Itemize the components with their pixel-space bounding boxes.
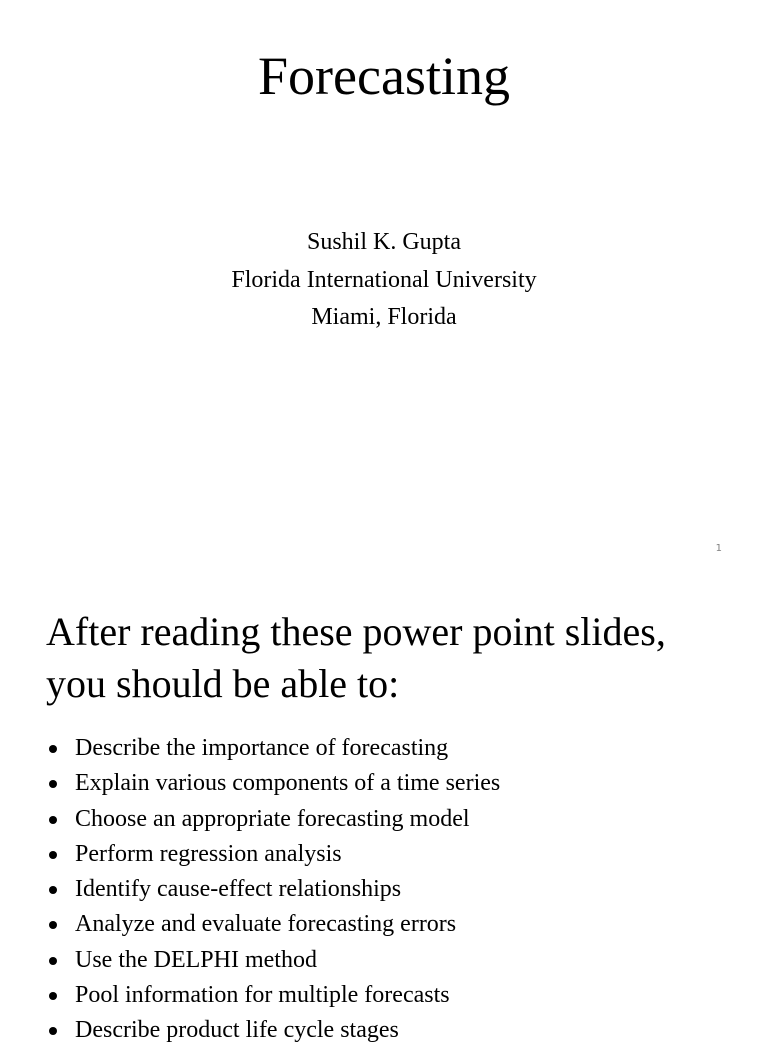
list-item: [46, 872, 500, 907]
list-item: [46, 978, 500, 1013]
objectives-heading: [46, 606, 746, 710]
bullet-icon: [49, 816, 57, 824]
slide-title: Forecasting: [258, 46, 510, 106]
list-item-text: Analyze and evaluate forecasting errors: [75, 911, 457, 938]
list-item-text: Use the DELPHI method: [75, 946, 317, 973]
list-item: [46, 907, 500, 942]
objectives-list: [46, 731, 500, 1049]
bullet-icon: [49, 851, 57, 859]
list-item: [46, 1013, 500, 1048]
bullet-icon: [49, 745, 57, 753]
bullet-icon: [49, 1027, 57, 1035]
bullet-icon: [49, 780, 57, 788]
author-name: Sushil K. Gupta: [306, 229, 461, 255]
list-item: [46, 731, 500, 766]
list-item-text: Identify cause-effect relationships: [75, 876, 402, 903]
list-item-text: Describe product life cycle stages: [75, 1017, 399, 1044]
list-item-text: Explain various components of a time series: [75, 770, 501, 797]
bullet-icon: [49, 957, 57, 965]
bullet-icon: [49, 992, 57, 1000]
list-item-text: Choose an appropriate forecasting model: [75, 805, 470, 832]
list-item-text: Describe the importance of forecasting: [75, 735, 449, 761]
objectives-heading-line-2: you should be able to:: [46, 661, 400, 706]
list-item: [46, 943, 500, 978]
objectives-slide: [0, 576, 768, 1044]
list-item-text: Perform regression analysis: [75, 840, 342, 867]
list-item: [46, 837, 500, 872]
list-item: [46, 766, 500, 801]
list-item-text: Pool information for multiple forecasts: [75, 982, 450, 1009]
bullet-icon: [49, 886, 57, 894]
author-block: [0, 224, 768, 337]
author-affiliation: Florida International University: [231, 266, 537, 293]
page-number: 1: [715, 543, 722, 554]
author-location: Miami, Florida: [311, 304, 457, 330]
list-item: [46, 802, 500, 837]
objectives-heading-line-1: After reading these power point slides,: [46, 609, 666, 654]
bullet-icon: [49, 921, 57, 929]
